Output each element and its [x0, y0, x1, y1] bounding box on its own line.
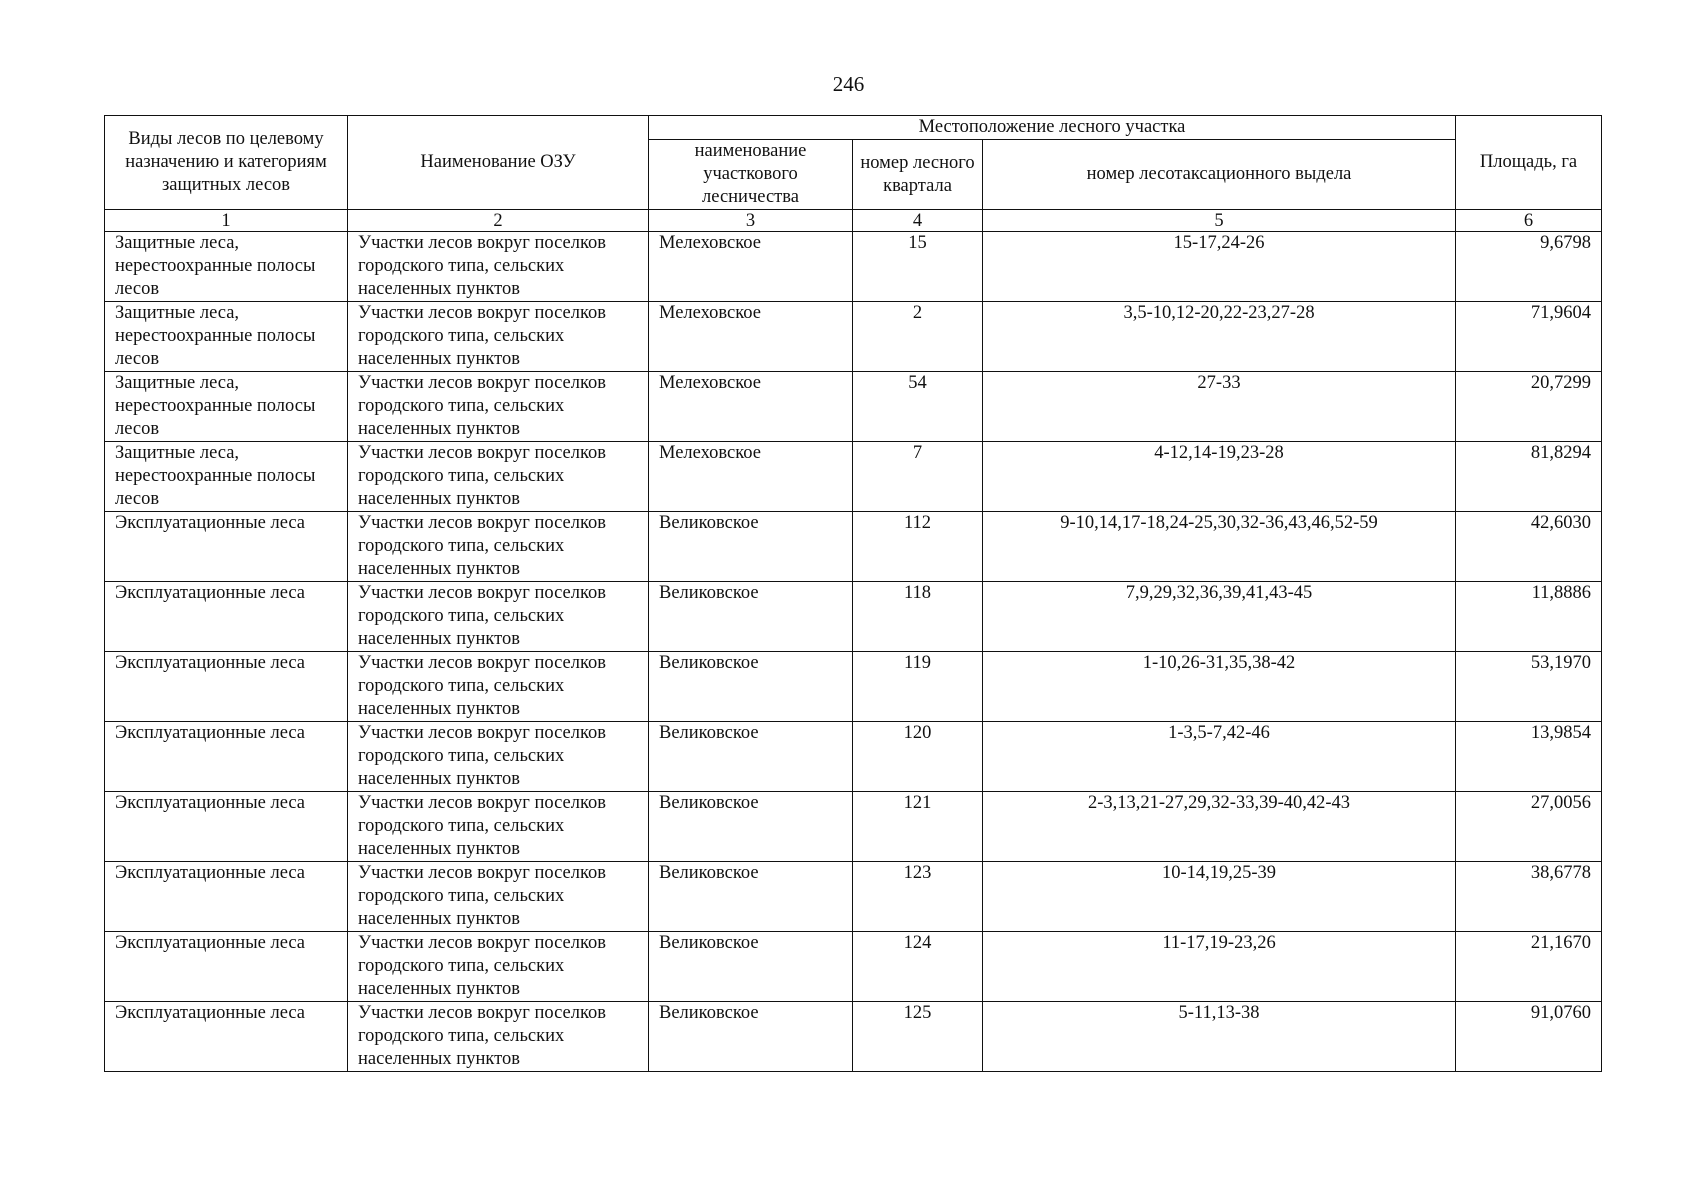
- cell-quarter: 119: [853, 652, 983, 722]
- cell-forest-type: Эксплуатационные леса: [105, 722, 348, 792]
- cell-district: Мелеховское: [649, 442, 853, 512]
- cell-district: Великовское: [649, 932, 853, 1002]
- cell-plots: 11-17,19-23,26: [983, 932, 1456, 1002]
- header-ozu-name: Наименование ОЗУ: [348, 116, 649, 210]
- table-row: [105, 862, 1602, 932]
- cell-quarter: 123: [853, 862, 983, 932]
- cell-district: Великовское: [649, 512, 853, 582]
- table-row: [105, 302, 1602, 372]
- cell-plots: 5-11,13-38: [983, 1002, 1456, 1072]
- cell-ozu-name: Участки лесов вокруг поселков городского типа, сельских населенных пунктов: [348, 232, 649, 302]
- table-row: [105, 652, 1602, 722]
- table-row: [105, 932, 1602, 1002]
- cell-quarter: 125: [853, 1002, 983, 1072]
- header-plots: номер лесотаксационного выдела: [983, 140, 1456, 210]
- cell-district: Великовское: [649, 582, 853, 652]
- cell-plots: 15-17,24-26: [983, 232, 1456, 302]
- cell-plots: 4-12,14-19,23-28: [983, 442, 1456, 512]
- cell-area: 42,6030: [1456, 512, 1602, 582]
- cell-district: Великовское: [649, 792, 853, 862]
- cell-quarter: 7: [853, 442, 983, 512]
- cell-quarter: 2: [853, 302, 983, 372]
- cell-plots: 27-33: [983, 372, 1456, 442]
- cell-district: Великовское: [649, 862, 853, 932]
- cell-forest-type: Эксплуатационные леса: [105, 862, 348, 932]
- cell-ozu-name: Участки лесов вокруг поселков городского типа, сельских населенных пунктов: [348, 1002, 649, 1072]
- cell-plots: 7,9,29,32,36,39,41,43-45: [983, 582, 1456, 652]
- table-row: [105, 512, 1602, 582]
- cell-forest-type: Эксплуатационные леса: [105, 582, 348, 652]
- cell-quarter: 118: [853, 582, 983, 652]
- cell-ozu-name: Участки лесов вокруг поселков городского типа, сельских населенных пунктов: [348, 582, 649, 652]
- cell-plots: 2-3,13,21-27,29,32-33,39-40,42-43: [983, 792, 1456, 862]
- cell-ozu-name: Участки лесов вокруг поселков городского типа, сельских населенных пунктов: [348, 442, 649, 512]
- cell-forest-type: Эксплуатационные леса: [105, 932, 348, 1002]
- cell-area: 21,1670: [1456, 932, 1602, 1002]
- cell-area: 38,6778: [1456, 862, 1602, 932]
- cell-district: Мелеховское: [649, 372, 853, 442]
- cell-ozu-name: Участки лесов вокруг поселков городского типа, сельских населенных пунктов: [348, 302, 649, 372]
- table-row: [105, 582, 1602, 652]
- column-number: 5: [983, 210, 1456, 232]
- cell-area: 53,1970: [1456, 652, 1602, 722]
- cell-area: 71,9604: [1456, 302, 1602, 372]
- page-number: 246: [832, 72, 865, 96]
- cell-forest-type: Защитные леса, нерестоохранные полосы лесов: [105, 302, 348, 372]
- cell-quarter: 54: [853, 372, 983, 442]
- cell-district: Великовское: [649, 722, 853, 792]
- cell-ozu-name: Участки лесов вокруг поселков городского типа, сельских населенных пунктов: [348, 932, 649, 1002]
- cell-area: 81,8294: [1456, 442, 1602, 512]
- cell-forest-type: Защитные леса, нерестоохранные полосы лесов: [105, 442, 348, 512]
- table-body: [105, 232, 1602, 1072]
- cell-district: Великовское: [649, 652, 853, 722]
- forest-plots-table: [104, 115, 1602, 1072]
- cell-plots: 1-10,26-31,35,38-42: [983, 652, 1456, 722]
- cell-area: 9,6798: [1456, 232, 1602, 302]
- header-district: наименование участкового лесничества: [649, 140, 853, 210]
- table-row: [105, 1002, 1602, 1072]
- cell-area: 11,8886: [1456, 582, 1602, 652]
- cell-forest-type: Эксплуатационные леса: [105, 512, 348, 582]
- cell-district: Великовское: [649, 1002, 853, 1072]
- cell-area: 13,9854: [1456, 722, 1602, 792]
- cell-plots: 9-10,14,17-18,24-25,30,32-36,43,46,52-59: [983, 512, 1456, 582]
- cell-area: 20,7299: [1456, 372, 1602, 442]
- table-row: [105, 232, 1602, 302]
- cell-district: Мелеховское: [649, 302, 853, 372]
- cell-ozu-name: Участки лесов вокруг поселков городского типа, сельских населенных пунктов: [348, 512, 649, 582]
- cell-plots: 10-14,19,25-39: [983, 862, 1456, 932]
- cell-plots: 3,5-10,12-20,22-23,27-28: [983, 302, 1456, 372]
- cell-quarter: 112: [853, 512, 983, 582]
- cell-quarter: 120: [853, 722, 983, 792]
- cell-forest-type: Эксплуатационные леса: [105, 792, 348, 862]
- cell-ozu-name: Участки лесов вокруг поселков городского типа, сельских населенных пунктов: [348, 792, 649, 862]
- header-quarter: номер лесного квартала: [853, 140, 983, 210]
- cell-quarter: 124: [853, 932, 983, 1002]
- cell-quarter: 15: [853, 232, 983, 302]
- table-row: [105, 722, 1602, 792]
- table-header: [105, 116, 1602, 232]
- column-number: 6: [1456, 210, 1602, 232]
- header-area: Площадь, га: [1456, 116, 1602, 210]
- column-number: 4: [853, 210, 983, 232]
- cell-ozu-name: Участки лесов вокруг поселков городского типа, сельских населенных пунктов: [348, 862, 649, 932]
- cell-area: 27,0056: [1456, 792, 1602, 862]
- column-number: 2: [348, 210, 649, 232]
- cell-ozu-name: Участки лесов вокруг поселков городского типа, сельских населенных пунктов: [348, 372, 649, 442]
- cell-quarter: 121: [853, 792, 983, 862]
- table-row: [105, 442, 1602, 512]
- cell-forest-type: Защитные леса, нерестоохранные полосы лесов: [105, 232, 348, 302]
- cell-forest-type: Эксплуатационные леса: [105, 1002, 348, 1072]
- cell-forest-type: Эксплуатационные леса: [105, 652, 348, 722]
- column-number: 3: [649, 210, 853, 232]
- cell-area: 91,0760: [1456, 1002, 1602, 1072]
- column-number: 1: [105, 210, 348, 232]
- cell-plots: 1-3,5-7,42-46: [983, 722, 1456, 792]
- header-forest-type: Виды лесов по целевому назначению и категориям защитных лесов: [105, 116, 348, 210]
- table-row: [105, 792, 1602, 862]
- table-row: [105, 372, 1602, 442]
- cell-ozu-name: Участки лесов вокруг поселков городского типа, сельских населенных пунктов: [348, 722, 649, 792]
- column-numbers-row: [105, 210, 1602, 232]
- header-location: Местоположение лесного участка: [649, 116, 1456, 140]
- cell-forest-type: Защитные леса, нерестоохранные полосы лесов: [105, 372, 348, 442]
- cell-ozu-name: Участки лесов вокруг поселков городского типа, сельских населенных пунктов: [348, 652, 649, 722]
- cell-district: Мелеховское: [649, 232, 853, 302]
